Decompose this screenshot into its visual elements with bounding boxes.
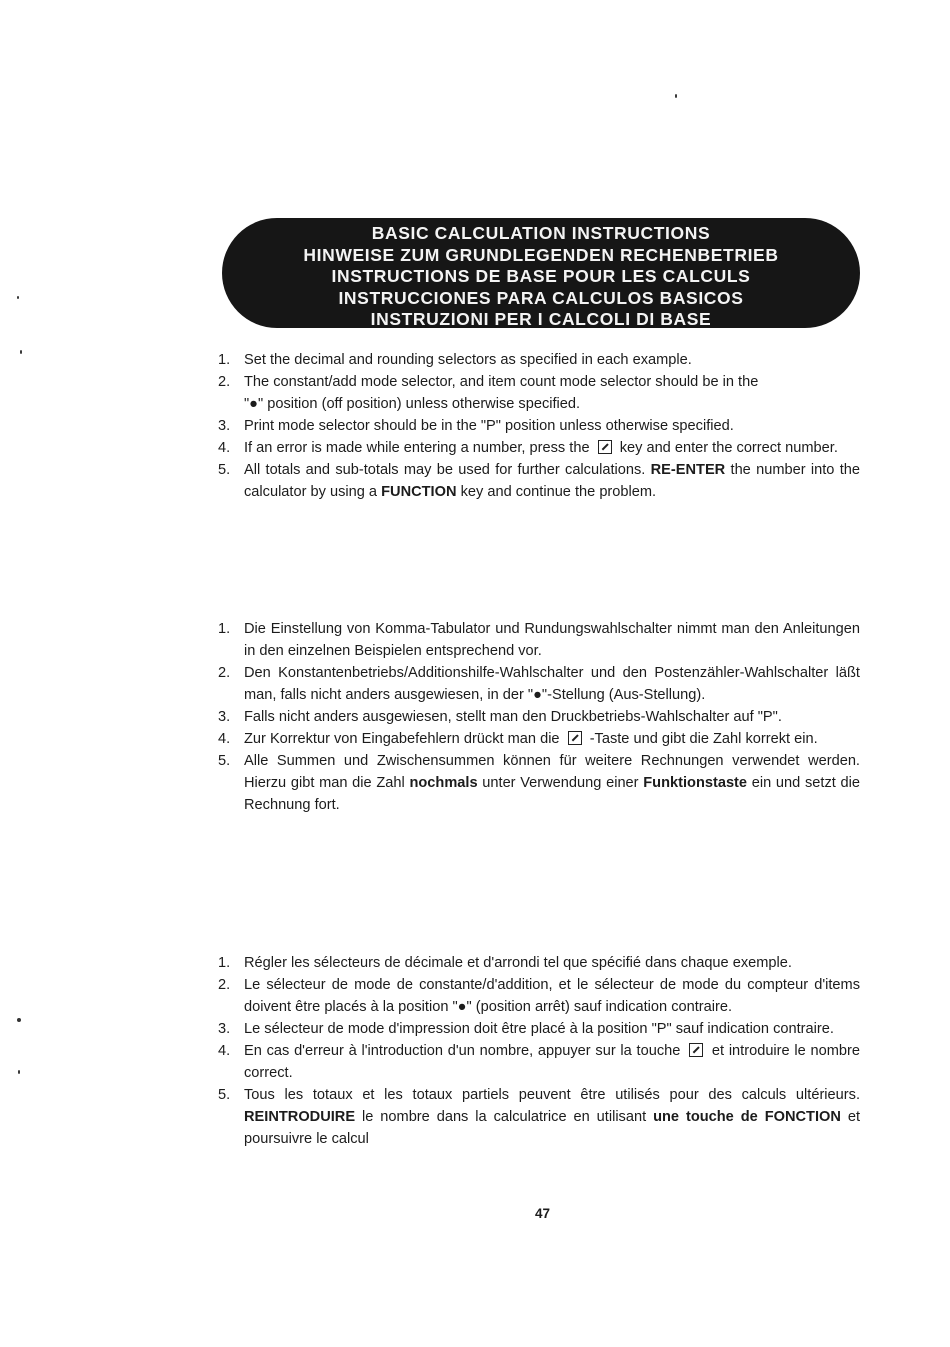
banner-title-de: HINWEISE ZUM GRUNDLEGENDEN RECHENBETRIEB <box>303 244 779 265</box>
scan-speck <box>17 296 19 299</box>
item-number: 3. <box>218 1021 231 1037</box>
item-number: 1. <box>218 352 231 368</box>
list-item <box>218 371 860 415</box>
item-emphasis: nochmals <box>409 775 478 791</box>
banner-title-es: INSTRUCCIONES PARA CALCULOS BASICOS <box>338 287 744 308</box>
item-text: Die Einstellung von Komma-Tabulator und Rundungswahlschalter nimmt man den Anleitungen in den einzelnen Beispielen entsprechend vor. <box>244 621 860 659</box>
scan-speck <box>20 350 22 354</box>
item-text: key and enter the correct number. <box>619 440 838 456</box>
item-number: 3. <box>218 418 231 434</box>
list-item <box>218 952 860 974</box>
list-item <box>218 750 860 816</box>
item-emphasis: REINTRODUIRE <box>244 1109 356 1125</box>
item-text: All totals and sub-totals may be used for further calculations. <box>244 462 646 478</box>
list-item <box>218 974 860 1018</box>
item-text: key and continue the problem. <box>460 484 657 500</box>
title-banner <box>222 218 860 328</box>
item-text: Den Konstantenbetriebs/Additionshilfe-Wahlschalter und den Postenzähler-Wahlschalter läßt man, falls nicht anders ausgewiesen, in der "●"-Stellung (Aus-Stellung). <box>244 665 860 703</box>
item-text: Le sélecteur de mode de constante/d'addition, et le sélecteur de mode du compteur d'items doivent être placés à la position "●" (position arrêt) sauf indication contraire. <box>244 977 860 1015</box>
item-text: Print mode selector should be in the "P" position unless otherwise specified. <box>244 418 734 434</box>
german-instructions <box>218 618 860 816</box>
list-item <box>218 349 860 371</box>
item-number: 4. <box>218 440 231 456</box>
item-number: 5. <box>218 753 231 769</box>
item-text: the number into the calculator by using a <box>244 462 860 500</box>
item-text: Zur Korrektur von Eingabefehlern drückt man die <box>244 731 560 747</box>
banner-title-fr: INSTRUCTIONS DE BASE POUR LES CALCULS <box>331 266 751 286</box>
item-text: Set the decimal and rounding selectors as specified in each example. <box>244 352 692 368</box>
item-text: ein und setzt die Rechnung fort. <box>244 775 860 813</box>
list-item <box>218 618 860 662</box>
item-number: 2. <box>218 374 231 390</box>
item-emphasis: une touche de FONCTION <box>653 1109 841 1125</box>
item-text: et poursuivre le calcul <box>244 1109 861 1147</box>
item-number: 3. <box>218 709 231 725</box>
banner-title-en: BASIC CALCULATION INSTRUCTIONS <box>371 223 711 243</box>
list-item <box>218 1040 860 1084</box>
scan-speck <box>18 1070 20 1074</box>
list-item <box>218 1018 860 1040</box>
list-item <box>218 415 860 437</box>
item-number: 2. <box>218 665 231 681</box>
item-text: -Taste und gibt die Zahl korrekt ein. <box>589 731 818 747</box>
item-text: unter Verwendung einer <box>482 775 639 791</box>
list-item <box>218 437 860 459</box>
item-text: Falls nicht anders ausgewiesen, stellt man den Druckbetriebs-Wahlschalter auf "P". <box>244 709 782 725</box>
clear-entry-key-icon <box>568 731 582 745</box>
item-number: 4. <box>218 731 231 747</box>
french-instructions <box>218 952 860 1150</box>
item-number: 5. <box>218 1087 231 1103</box>
item-text: En cas d'erreur à l'introduction d'un nombre, appuyer sur la touche <box>244 1043 681 1059</box>
clear-entry-key-icon <box>598 440 612 454</box>
item-number: 1. <box>218 621 231 637</box>
item-emphasis: FUNCTION <box>381 484 457 500</box>
item-number: 4. <box>218 1043 231 1059</box>
list-item <box>218 706 860 728</box>
item-text: The constant/add mode selector, and item count mode selector should be in the <box>244 374 759 390</box>
scan-speck <box>675 94 677 98</box>
item-emphasis: RE-ENTER <box>650 462 726 478</box>
list-item <box>218 728 860 750</box>
item-text: Alle Summen und Zwischensummen können für weitere Rechnungen verwendet werden. Hierzu gibt man die Zahl <box>244 753 860 791</box>
item-text: Le sélecteur de mode d'impression doit être placé à la position "P" sauf indication contraire. <box>244 1021 834 1037</box>
clear-entry-key-icon <box>689 1043 703 1057</box>
list-item <box>218 1084 860 1150</box>
banner-title-it: INSTRUZIONI PER I CALCOLI DI BASE <box>370 309 712 329</box>
english-instructions <box>218 349 860 503</box>
item-number: 1. <box>218 955 231 971</box>
list-item <box>218 459 860 503</box>
item-text: Régler les sélecteurs de décimale et d'arrondi tel que spécifié dans chaque exemple. <box>244 955 792 971</box>
list-item <box>218 662 860 706</box>
item-number: 2. <box>218 977 231 993</box>
item-text: If an error is made while entering a number, press the <box>244 440 590 456</box>
item-text: le nombre dans la calculatrice en utilisant <box>362 1109 647 1125</box>
item-emphasis: Funktionstaste <box>643 775 748 791</box>
item-text: Tous les totaux et les totaux partiels peuvent être utilisés pour des calculs ultérieurs. <box>244 1087 860 1103</box>
item-text: "●" position (off position) unless otherwise specified. <box>244 396 581 412</box>
page-number: 47 <box>535 1206 551 1221</box>
scan-speck <box>17 1018 21 1022</box>
item-text: et introduire le nombre correct. <box>244 1043 860 1081</box>
item-number: 5. <box>218 462 231 478</box>
